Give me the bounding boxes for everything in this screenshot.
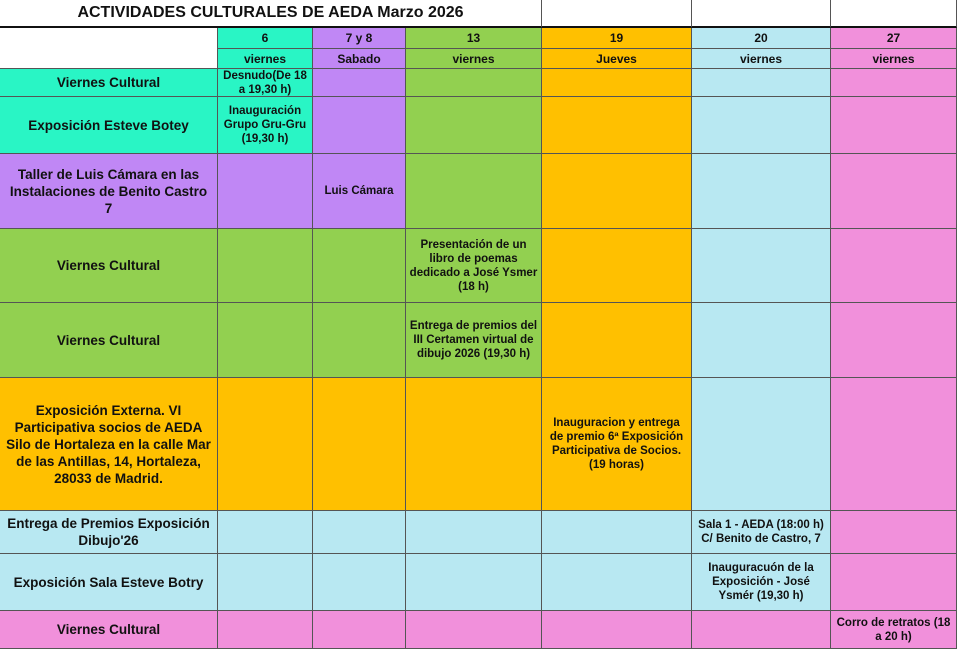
date-header: 19 [542, 28, 692, 49]
empty-cell [831, 229, 957, 303]
empty-cell [542, 554, 692, 611]
empty-cell [692, 97, 831, 154]
title-blank-cell [542, 0, 692, 28]
empty-cell [406, 97, 542, 154]
empty-cell [218, 303, 313, 378]
empty-cell [831, 303, 957, 378]
event-cell: Corro de retratos (18 a 20 h) [831, 611, 957, 649]
activity-label: Exposición Esteve Botey [0, 97, 218, 154]
empty-cell [542, 154, 692, 229]
empty-cell [313, 511, 406, 554]
empty-cell [406, 554, 542, 611]
activity-label: Exposición Externa. VI Participativa socios de AEDA Silo de Hortaleza en la calle Mar de las Antillas, 14, Hortaleza, 28033 de Madrid. [0, 378, 218, 511]
event-cell: Inauguracuón de la Exposición - José Ysmér (19,30 h) [692, 554, 831, 611]
empty-cell [692, 303, 831, 378]
empty-cell [831, 378, 957, 511]
empty-cell [313, 554, 406, 611]
event-cell: Luis Cámara [313, 154, 406, 229]
empty-cell [542, 229, 692, 303]
activity-label: Viernes Cultural [0, 69, 218, 97]
empty-cell [218, 378, 313, 511]
event-cell: Desnudo(De 18 a 19,30 h) [218, 69, 313, 97]
event-cell: Sala 1 - AEDA (18:00 h) C/ Benito de Castro, 7 [692, 511, 831, 554]
empty-cell [692, 611, 831, 649]
date-header: 7 y 8 [313, 28, 406, 49]
empty-cell [692, 154, 831, 229]
empty-cell [313, 229, 406, 303]
date-header: 13 [406, 28, 542, 49]
empty-cell [542, 97, 692, 154]
empty-cell [313, 303, 406, 378]
empty-cell [406, 69, 542, 97]
empty-cell [406, 154, 542, 229]
empty-cell [313, 378, 406, 511]
empty-cell [542, 303, 692, 378]
title-blank-cell [831, 0, 957, 28]
empty-cell [831, 554, 957, 611]
empty-cell [542, 511, 692, 554]
empty-cell [692, 69, 831, 97]
day-header: viernes [406, 49, 542, 69]
empty-cell [831, 97, 957, 154]
empty-cell [692, 229, 831, 303]
empty-cell [831, 511, 957, 554]
empty-cell [831, 154, 957, 229]
activity-label: Taller de Luis Cámara en las Instalaciones de Benito Castro 7 [0, 154, 218, 229]
activity-label: Exposición Sala Esteve Botry [0, 554, 218, 611]
activity-label: Viernes Cultural [0, 229, 218, 303]
day-header: viernes [831, 49, 957, 69]
empty-cell [406, 611, 542, 649]
day-header: viernes [692, 49, 831, 69]
empty-cell [313, 611, 406, 649]
empty-cell [218, 154, 313, 229]
empty-cell [406, 378, 542, 511]
event-cell: Inauguración Grupo Gru-Gru (19,30 h) [218, 97, 313, 154]
day-header: viernes [218, 49, 313, 69]
empty-cell [218, 229, 313, 303]
title-blank-cell [692, 0, 831, 28]
empty-cell [313, 69, 406, 97]
day-header: Jueves [542, 49, 692, 69]
empty-cell [218, 611, 313, 649]
event-cell: Entrega de premios del III Certamen virtual de dibujo 2026 (19,30 h) [406, 303, 542, 378]
header-corner [0, 28, 218, 69]
activity-label: Viernes Cultural [0, 303, 218, 378]
empty-cell [831, 69, 957, 97]
page-title: ACTIVIDADES CULTURALES DE AEDA Marzo 2026 [0, 0, 542, 28]
empty-cell [542, 69, 692, 97]
empty-cell [218, 511, 313, 554]
empty-cell [692, 378, 831, 511]
date-header: 27 [831, 28, 957, 49]
event-cell: Inauguracion y entrega de premio 6ª Exposición Participativa de Socios. (19 horas) [542, 378, 692, 511]
date-header: 20 [692, 28, 831, 49]
event-cell: Presentación de un libro de poemas dedicado a José Ysmer (18 h) [406, 229, 542, 303]
day-header: Sabado [313, 49, 406, 69]
activity-label: Entrega de Premios Exposición Dibujo'26 [0, 511, 218, 554]
empty-cell [313, 97, 406, 154]
empty-cell [218, 554, 313, 611]
empty-cell [406, 511, 542, 554]
date-header: 6 [218, 28, 313, 49]
activity-label: Viernes Cultural [0, 611, 218, 649]
empty-cell [542, 611, 692, 649]
